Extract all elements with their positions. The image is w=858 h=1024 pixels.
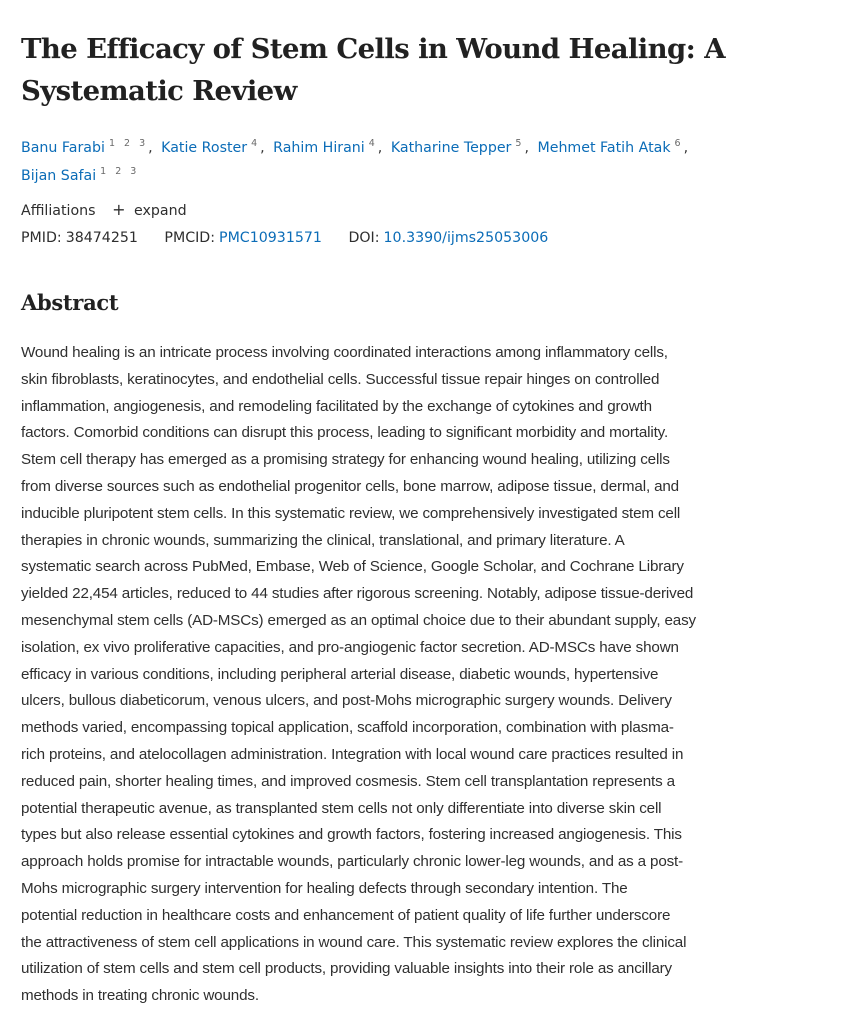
article-title: The Efficacy of Stem Cells in Wound Healing: A Systematic Review bbox=[21, 33, 725, 107]
doi-link[interactable]: 10.3390/ijms25053006 bbox=[383, 230, 549, 246]
abstract-line: skin fibroblasts, keratinocytes, and endothelial cells. Successful tissue repair hinges on controlled bbox=[21, 370, 660, 388]
author-link[interactable]: Rahim Hirani bbox=[273, 140, 365, 156]
author-entry bbox=[273, 140, 391, 156]
abstract-line: Wound healing is an intricate process involving coordinated interactions among inflammatory cells, bbox=[21, 344, 668, 361]
author-separator: , bbox=[524, 140, 529, 156]
abstract-line: yielded 22,454 articles, reduced to 44 studies after rigorous screening. Notably, adipose tissue-derived bbox=[21, 585, 694, 603]
abstract-line: approach holds promise for intractable wounds, particularly chronic lower-leg wounds, and as a post- bbox=[21, 853, 684, 871]
author-separator: , bbox=[260, 140, 265, 156]
abstract-line: rich proteins, and atelocollagen administration. Integration with local wound care practices resulted in bbox=[21, 745, 684, 763]
pmid-label: PMID: bbox=[21, 230, 62, 246]
author-entry bbox=[21, 140, 161, 156]
author-separator: , bbox=[683, 140, 689, 156]
abstract-line: efficacy in various conditions, including peripheral arterial disease, diabetic wounds, hypertensive bbox=[21, 665, 659, 683]
author-separator: , bbox=[148, 140, 153, 156]
author-link[interactable]: Bijan Safai bbox=[21, 168, 97, 184]
abstract-line: reduced pain, shorter healing times, and improved cosmesis. Stem cell transplantation represents a bbox=[21, 772, 675, 790]
abstract-line: inflammation, angiogenesis, and remodeling facilitated by the exchange of cytokines and growth bbox=[21, 397, 652, 415]
affiliation-refs[interactable]: 1 2 3 bbox=[100, 166, 140, 177]
author-link[interactable]: Katharine Tepper bbox=[390, 140, 512, 156]
article-identifiers bbox=[21, 230, 548, 246]
affiliations-toggle[interactable] bbox=[21, 200, 187, 219]
author-entry bbox=[161, 140, 273, 156]
author-entry bbox=[537, 140, 692, 156]
pmid-value: 38474251 bbox=[65, 230, 138, 246]
abstract-heading: Abstract bbox=[21, 290, 119, 315]
abstract-line: ulcers, bullous diabeticorum, venous ulcers, and post-Mohs micrographic surgery wounds. Delivery bbox=[21, 692, 672, 710]
affiliation-refs[interactable]: 1 2 3 bbox=[108, 138, 149, 149]
abstract-line: methods in treating chronic wounds. bbox=[21, 987, 259, 1005]
abstract-line: utilization of stem cells and stem cell products, providing valuable insights into their role as ancillary bbox=[21, 960, 672, 978]
abstract-line: potential reduction in healthcare costs and enhancement of patient quality of life further underscore bbox=[21, 906, 671, 924]
author-link[interactable]: Katie Roster bbox=[161, 140, 248, 156]
abstract-line: methods varied, encompassing topical application, scaffold incorporation, combination with plasma- bbox=[21, 719, 674, 737]
doi-label: DOI: bbox=[348, 230, 380, 246]
abstract-line: isolation, ex vivo proliferative capacities, and pro-angiogenic factor secretion. AD-MSCs have shown bbox=[21, 638, 679, 656]
affiliations-label: Affiliations bbox=[21, 203, 96, 219]
expand-button[interactable]: expand bbox=[134, 203, 187, 219]
abstract-line: the attractiveness of stem cell applications in wound care. This systematic review explores the clinical bbox=[21, 933, 687, 951]
abstract-line: therapies in chronic wounds, summarizing the clinical, translational, and primary literature. A bbox=[21, 531, 625, 549]
abstract-line: mesenchymal stem cells (AD-MSCs) emerged as an optimal choice due to their abundant supply, easy bbox=[21, 611, 696, 629]
abstract-line: Mohs micrographic surgery intervention for healing defects through secondary intention. The bbox=[21, 879, 628, 897]
author-entry bbox=[391, 140, 538, 156]
abstract-line: types but also release essential cytokines and growth factors, fostering increased angiogenesis. This bbox=[21, 826, 682, 844]
abstract-line: Stem cell therapy has emerged as a promising strategy for enhancing wound healing, utilizing cells bbox=[21, 451, 670, 469]
affiliation-refs[interactable]: 5 bbox=[515, 138, 525, 149]
author-link[interactable]: Banu Farabi bbox=[21, 140, 105, 156]
affiliation-refs[interactable]: 6 bbox=[674, 138, 684, 149]
abstract-line: systematic search across PubMed, Embase, Web of Science, Google Scholar, and Cochrane Library bbox=[21, 558, 684, 576]
author-link[interactable]: Mehmet Fatih Atak bbox=[537, 140, 671, 156]
affiliation-refs[interactable]: 4 bbox=[251, 138, 261, 149]
pmcid-link[interactable]: PMC10931571 bbox=[219, 230, 322, 246]
author-separator: , bbox=[377, 140, 383, 156]
plus-icon: + bbox=[112, 200, 126, 219]
author-list bbox=[21, 132, 851, 188]
abstract-line: factors. Comorbid conditions can disrupt this process, leading to significant morbidity and mortality. bbox=[21, 424, 669, 442]
abstract-line: from diverse sources such as endothelial progenitor cells, bone marrow, adipose tissue, dermal, and bbox=[21, 477, 679, 495]
affiliation-refs[interactable]: 4 bbox=[368, 138, 378, 149]
abstract-line: potential therapeutic avenue, as transplanted stem cells not only differentiate into diverse skin cell bbox=[21, 799, 662, 817]
abstract-body bbox=[21, 340, 851, 1010]
author-entry bbox=[21, 168, 139, 184]
pmcid-label: PMCID: bbox=[164, 230, 216, 246]
abstract-line: inducible pluripotent stem cells. In this systematic review, we comprehensively investigated stem cell bbox=[21, 504, 681, 522]
